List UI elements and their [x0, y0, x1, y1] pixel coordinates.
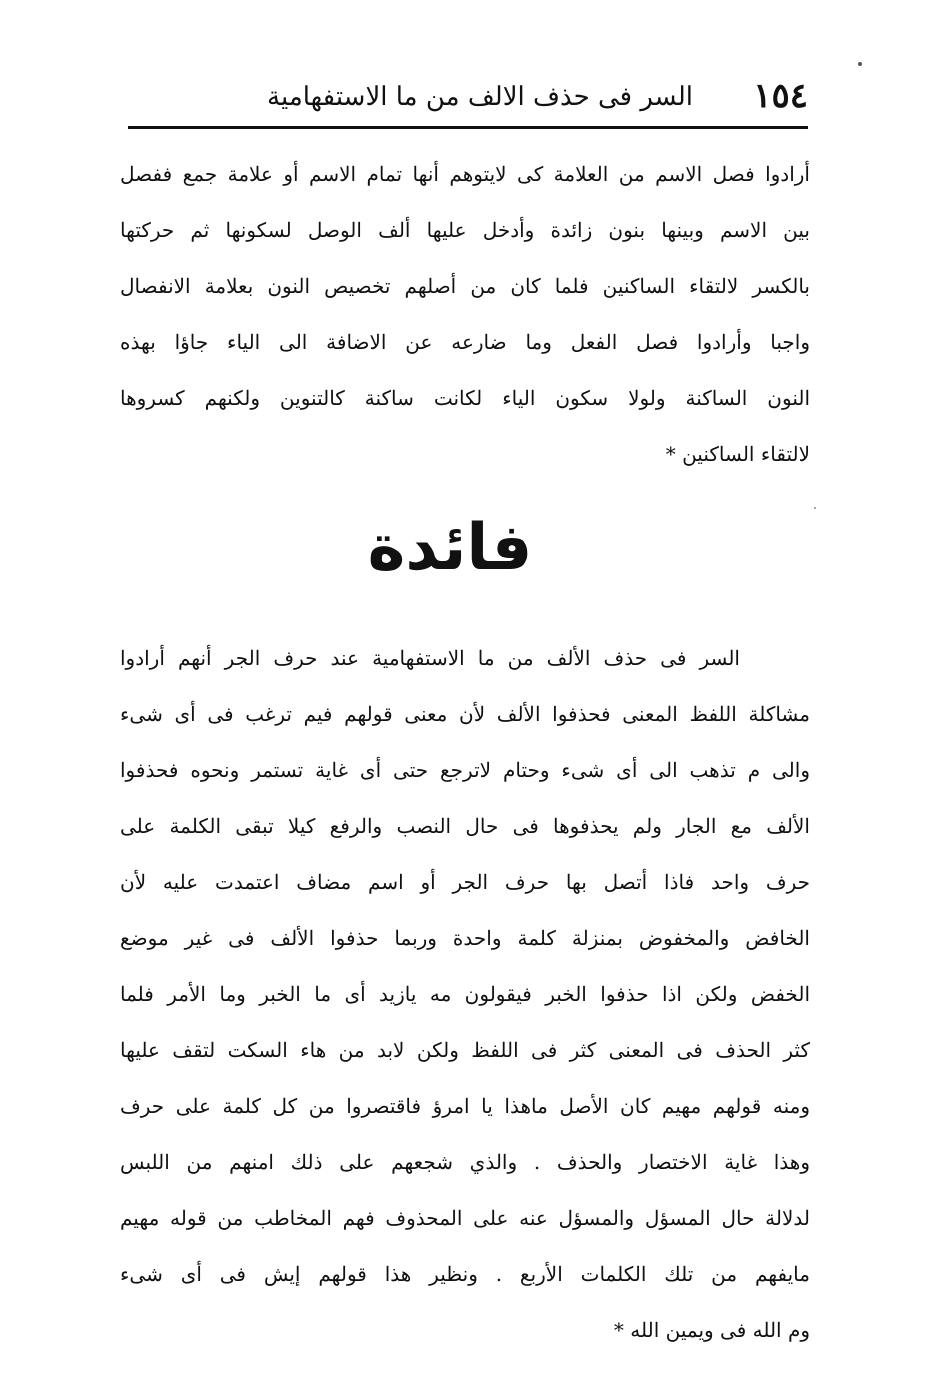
header-rule	[128, 126, 808, 129]
text-line: الخفض ولكن اذا حذفوا الخبر فيقولون مه يازيد أى ما الخبر وما الأمر فلما	[120, 982, 810, 1006]
top-paragraph	[120, 146, 810, 482]
text-line: حرف واحد فاذا أتصل بها حرف الجر أو اسم مضاف اعتمدت عليه لأن	[120, 870, 810, 894]
text-line: السر فى حذف الألف من ما الاستفهامية عند حرف الجر أنهم أرادوا	[120, 646, 740, 670]
text-line: الخافض والمخفوض بمنزلة كلمة واحدة وربما حذفوا الألف فى غير موضع	[120, 926, 810, 950]
text-line: بين الاسم وبينها بنون زائدة وأدخل عليها ألف الوصل لسكونها ثم حركتها	[120, 218, 810, 242]
corner-speck	[858, 62, 862, 66]
text-line: واجبا وأرادوا فصل الفعل وما ضارعه عن الاضافة الى الياء جاؤا بهذه	[120, 330, 810, 354]
text-line: ومنه قولهم مهيم كان الأصل ماهذا يا امرؤ فاقتصروا من كل كلمة على حرف	[120, 1094, 810, 1118]
text-line: لالتقاء الساكنين *	[665, 442, 810, 466]
text-line: بالكسر لالتقاء الساكنين فلما كان من أصلهم تخصيص النون بعلامة الانفصال	[120, 274, 810, 298]
text-line: مايفهم من تلك الكلمات الأربع . ونظير هذا قولهم إيش فى أى شىء	[120, 1262, 810, 1286]
bottom-paragraph	[120, 630, 810, 1358]
text-line: الألف مع الجار ولم يحذفوها فى حال النصب والرفع كيلا تبقى الكلمة على	[120, 814, 810, 838]
text-line: كثر الحذف فى المعنى كثر فى اللفظ ولكن لابد من هاء السكت لتقف عليها	[120, 1038, 810, 1062]
page-header	[128, 72, 808, 128]
text-line: النون الساكنة ولولا سكون الياء لكانت ساكنة كالتنوين ولكنهم كسروها	[120, 386, 810, 410]
text-line: أرادوا فصل الاسم من العلامة كى لايتوهم أنها تمام الاسم أو علامة جمع ففصل	[120, 162, 810, 186]
text-line: والى م تذهب الى أى شىء وحتام لاترجع حتى أى غاية تستمر ونحوه فحذفوا	[120, 758, 810, 782]
text-line: مشاكلة اللفظ المعنى فحذفوا الألف لأن معنى قولهم فيم ترغب فى أى شىء	[120, 702, 810, 726]
page-number: ١٥٤	[753, 76, 808, 116]
margin-speck	[814, 507, 816, 509]
text-line: وهذا غاية الاختصار والحذف . والذي شجعهم على ذلك امنهم من اللبس	[120, 1150, 810, 1174]
running-title: السر فى حذف الالف من ما الاستفهامية	[267, 82, 693, 112]
section-heading: فائدة	[367, 511, 533, 585]
text-line: لدلالة حال المسؤل والمسؤل عنه على المحذوف فهم المخاطب من قوله مهيم	[120, 1206, 810, 1230]
text-line: وم الله فى ويمين الله *	[613, 1318, 810, 1342]
